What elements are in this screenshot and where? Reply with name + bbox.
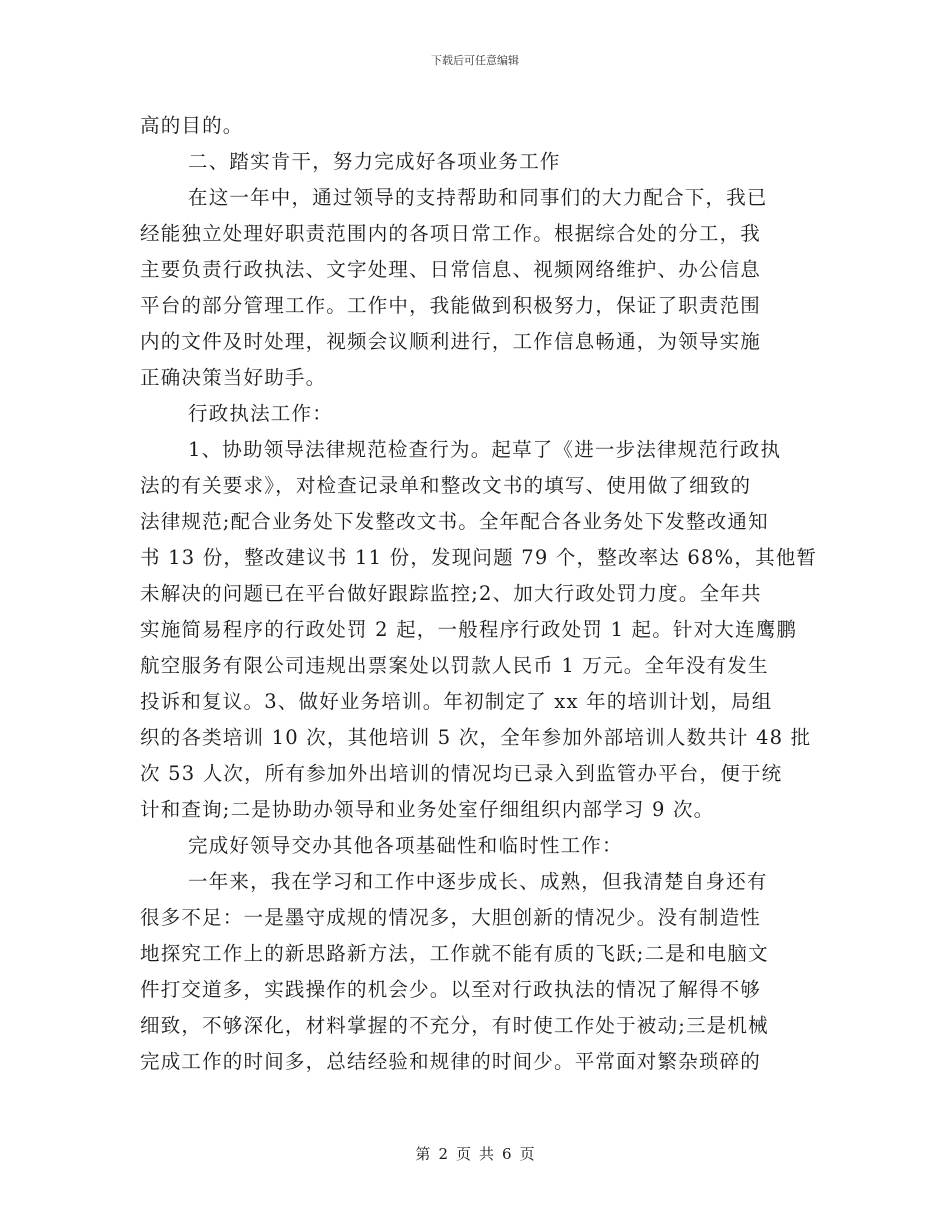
footer-suffix: 页 <box>519 1145 535 1163</box>
total-page-count: 6 <box>502 1145 512 1163</box>
text-line: 投诉和复议。3、做好业务培训。年初制定了 xx 年的培训计划，局组 <box>140 690 773 713</box>
text-line: 正确决策当好助手。 <box>140 366 327 389</box>
text-line: 实施简易程序的行政处罚 2 起，一般程序行政处罚 1 起。针对大连鹰鹏 <box>140 618 798 641</box>
text-line: 内的文件及时处理，视频会议顺利进行，工作信息畅通，为领导实施 <box>140 330 762 353</box>
text-line: 细致，不够深化，材料掌握的不充分，有时使工作处于被动;三是机械 <box>140 1014 769 1037</box>
text-line: 计和查询;二是协助办领导和业务处室仔细组织内部学习 9 次。 <box>140 798 715 821</box>
text-line: 主要负责行政执法、文字处理、日常信息、视频网络维护、办公信息 <box>140 258 762 281</box>
text-line: 法的有关要求》，对检查记录单和整改文书的填写、使用做了细致的 <box>140 474 752 497</box>
document-body <box>140 108 818 1080</box>
text-line: 平台的部分管理工作。工作中，我能做到积极努力，保证了职责范围 <box>140 294 762 317</box>
text-line: 书 13 份，整改建议书 11 份，发现问题 79 个，整改率达 68%，其他暂 <box>140 546 818 569</box>
footer-prefix: 第 <box>415 1145 431 1163</box>
text-line: 次 53 人次，所有参加外出培训的情况均已录入到监管办平台，便于统 <box>140 762 783 785</box>
current-page-number: 2 <box>438 1145 448 1163</box>
footer-page-label: 页 <box>455 1145 471 1163</box>
text-line: 很多不足：一是墨守成规的情况多，大胆创新的情况少。没有制造性 <box>140 906 762 929</box>
text-line: 法律规范;配合业务处下发整改文书。全年配合各业务处下发整改通知 <box>140 510 769 533</box>
text-line: 完成工作的时间多，总结经验和规律的时间少。平常面对繁杂琐碎的 <box>140 1050 762 1073</box>
text-line: 行政执法工作： <box>188 402 333 425</box>
text-line: 未解决的问题已在平台做好跟踪监控;2、加大行政处罚力度。全年共 <box>140 582 762 605</box>
text-line: 完成好领导交办其他各项基础性和临时性工作： <box>188 834 623 857</box>
text-line: 二、踏实肯干，努力完成好各项业务工作 <box>188 150 561 173</box>
text-line: 地探究工作上的新思路新方法，工作就不能有质的飞跃;二是和电脑文 <box>140 942 769 965</box>
text-line: 在这一年中，通过领导的支持帮助和同事们的大力配合下，我已 <box>188 186 768 209</box>
text-line: 航空服务有限公司违规出票案处以罚款人民币 1 万元。全年没有发生 <box>140 654 769 677</box>
page-footer <box>0 1144 950 1164</box>
footer-total-label: 共 <box>479 1145 495 1163</box>
text-line: 一年来，我在学习和工作中逐步成长、成熟，但我清楚自身还有 <box>188 870 768 893</box>
text-line: 件打交道多，实践操作的机会少。以至对行政执法的情况了解得不够 <box>140 978 762 1001</box>
text-line: 经能独立处理好职责范围内的各项日常工作。根据综合处的分工，我 <box>140 222 762 245</box>
text-line: 高的目的。 <box>140 114 244 137</box>
text-line: 织的各类培训 10 次，其他培训 5 次，全年参加外部培训人数共计 48 批 <box>140 726 812 749</box>
text-line: 1、协助领导法律规范检查行为。起草了《进一步法律规范行政执 <box>188 438 782 461</box>
page-header: 下载后可任意编辑 <box>431 54 519 67</box>
